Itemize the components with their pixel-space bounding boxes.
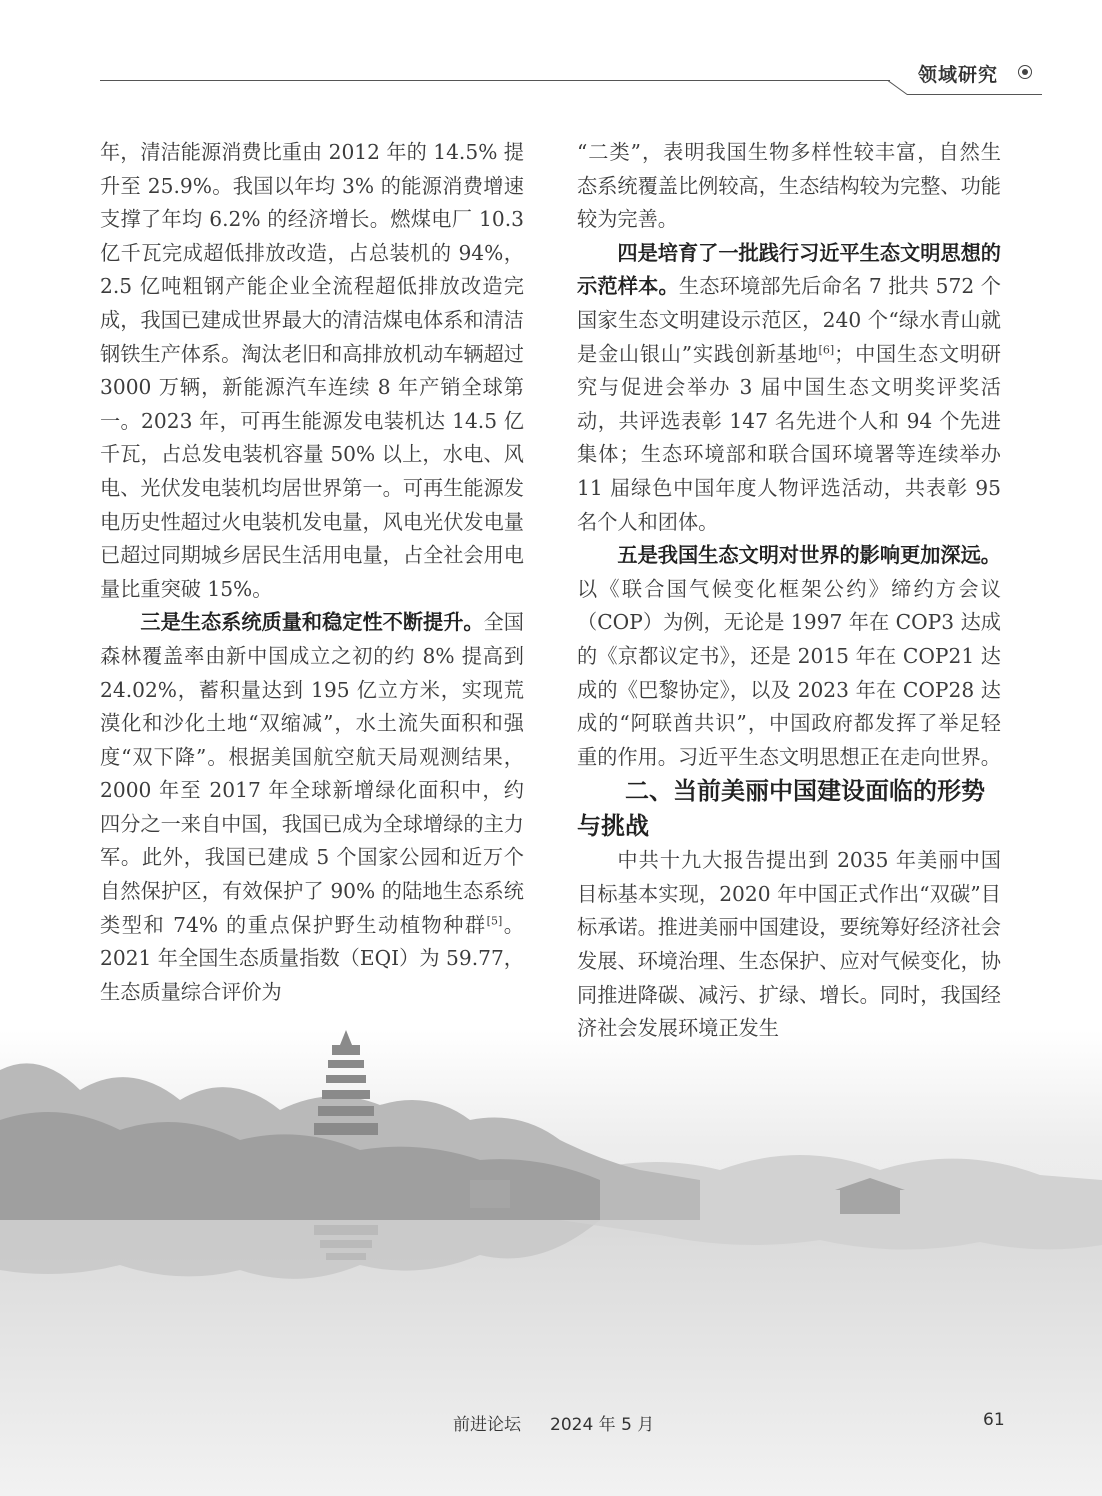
- paragraph-body-tail: ；中国生态文明研究与促进会举办 3 届中国生态文明奖评奖活动，共评选表彰 147 名先进个人和 94 个先进集体；生态环境部和联合国环境署等连续举办 11 届绿色中国年度人物评选活动，共表彰 95 名个人和团体。: [577, 341, 1001, 534]
- paragraph: 中共十九大报告提出到 2035 年美丽中国目标基本实现，2020 年中国正式作出“双碳”目标承诺。推进美丽中国建设，要统筹好经济社会发展、环境治理、生态保护、应对气候变化，协同推进降碳、减污、扩绿、增长。同时，我国经济社会发展环境正发生: [577, 848, 1001, 1041]
- paragraph-body-tail: 。2021 年全国生态质量指数（EQI）为 59.77，生态质量综合评价为: [100, 912, 524, 1004]
- section-heading: 二、当前美丽中国建设面临的形势与挑战: [577, 777, 985, 841]
- page-number: 61: [983, 1410, 1005, 1430]
- header-rule: [100, 80, 890, 81]
- paragraph-lead: 四是培育了一批践行习近平生态文明思想的示范样本。: [577, 240, 1001, 299]
- paragraph-body: 生态环境部先后命名 7 批共 572 个国家生态文明建设示范区，240 个“绿水青山就是金山银山”实践创新基地: [577, 274, 1001, 366]
- paragraph: 年，清洁能源消费比重由 2012 年的 14.5% 提升至 25.9%。我国以年均 3% 的能源消费增速支撑了年均 6.2% 的经济增长。燃煤电厂 10.3 亿千瓦完成超低排放改造，占总装机的 94%，2.5 亿吨粗钢产能企业全流程超低排放改造完成，我国已建成世界最大的清洁煤电体系和清洁钢铁生产体系。淘汰老旧和高排放机动车辆超过 3000 万辆，新能源汽车连续 8 年产销全球第一。2023 年，可再生能源发电装机达 14.5 亿千瓦，占总发电装机容量 50% 以上，水电、风电、光伏发电装机均居世界第一。可再生能源发电历史性超过火电装机发电量，风电光伏发电量已超过同期城乡居民生活用电量，占全社会用电量比重突破 15%。: [100, 140, 524, 601]
- paragraph-lead: 三是生态系统质量和稳定性不断提升。: [140, 610, 484, 635]
- paragraph: [100, 606, 524, 1009]
- footer-date: 2024 年 5 月: [550, 1415, 655, 1435]
- paragraph: [577, 539, 1001, 774]
- citation-ref: [6]: [818, 342, 835, 356]
- paragraph-body: 全国森林覆盖率由新中国成立之初的约 8% 提高到 24.02%，蓄积量达到 195 亿立方米，实现荒漠化和沙化土地“双缩减”，水土流失面积和强度“双下降”。根据美国航空航天局观测结果，2000 年至 2017 年全球新增绿化面积中，约四分之一来自中国，我国已成为全球增绿的主力军。此外，我国已建成 5 个国家公园和近万个自然保护区，有效保护了 90% 的陆地生态系统类型和 74% 的重点保护野生动植物种群: [100, 610, 524, 937]
- header-rule-lower: [907, 94, 1042, 95]
- section-label: 领域研究: [918, 64, 999, 86]
- citation-ref: [5]: [486, 913, 503, 927]
- paragraph: [577, 237, 1001, 539]
- paragraph-body: 以《联合国气候变化框架公约》缔约方会议（COP）为例，无论是 1997 年在 COP3 达成的《京都议定书》，还是 2015 年在 COP21 达成的《巴黎协定》，以及 2023 年在 COP28 达成的“阿联酋共识”，中国政府都发挥了举足轻重的作用。习近平生态文明思想正在走向世界。: [577, 576, 1001, 769]
- target-circle-icon: [1018, 65, 1032, 79]
- footer-journal-name: 前进论坛: [453, 1415, 521, 1435]
- right-column: [577, 136, 1001, 1046]
- left-column: [100, 136, 524, 1009]
- paragraph-lead: 五是我国生态文明对世界的影响更加深远。: [617, 543, 1001, 568]
- header-rule-slant: [887, 80, 907, 95]
- paragraph: “二类”，表明我国生物多样性较丰富，自然生态系统覆盖比例较高，生态结构较为完整、功能较为完善。: [577, 140, 1001, 232]
